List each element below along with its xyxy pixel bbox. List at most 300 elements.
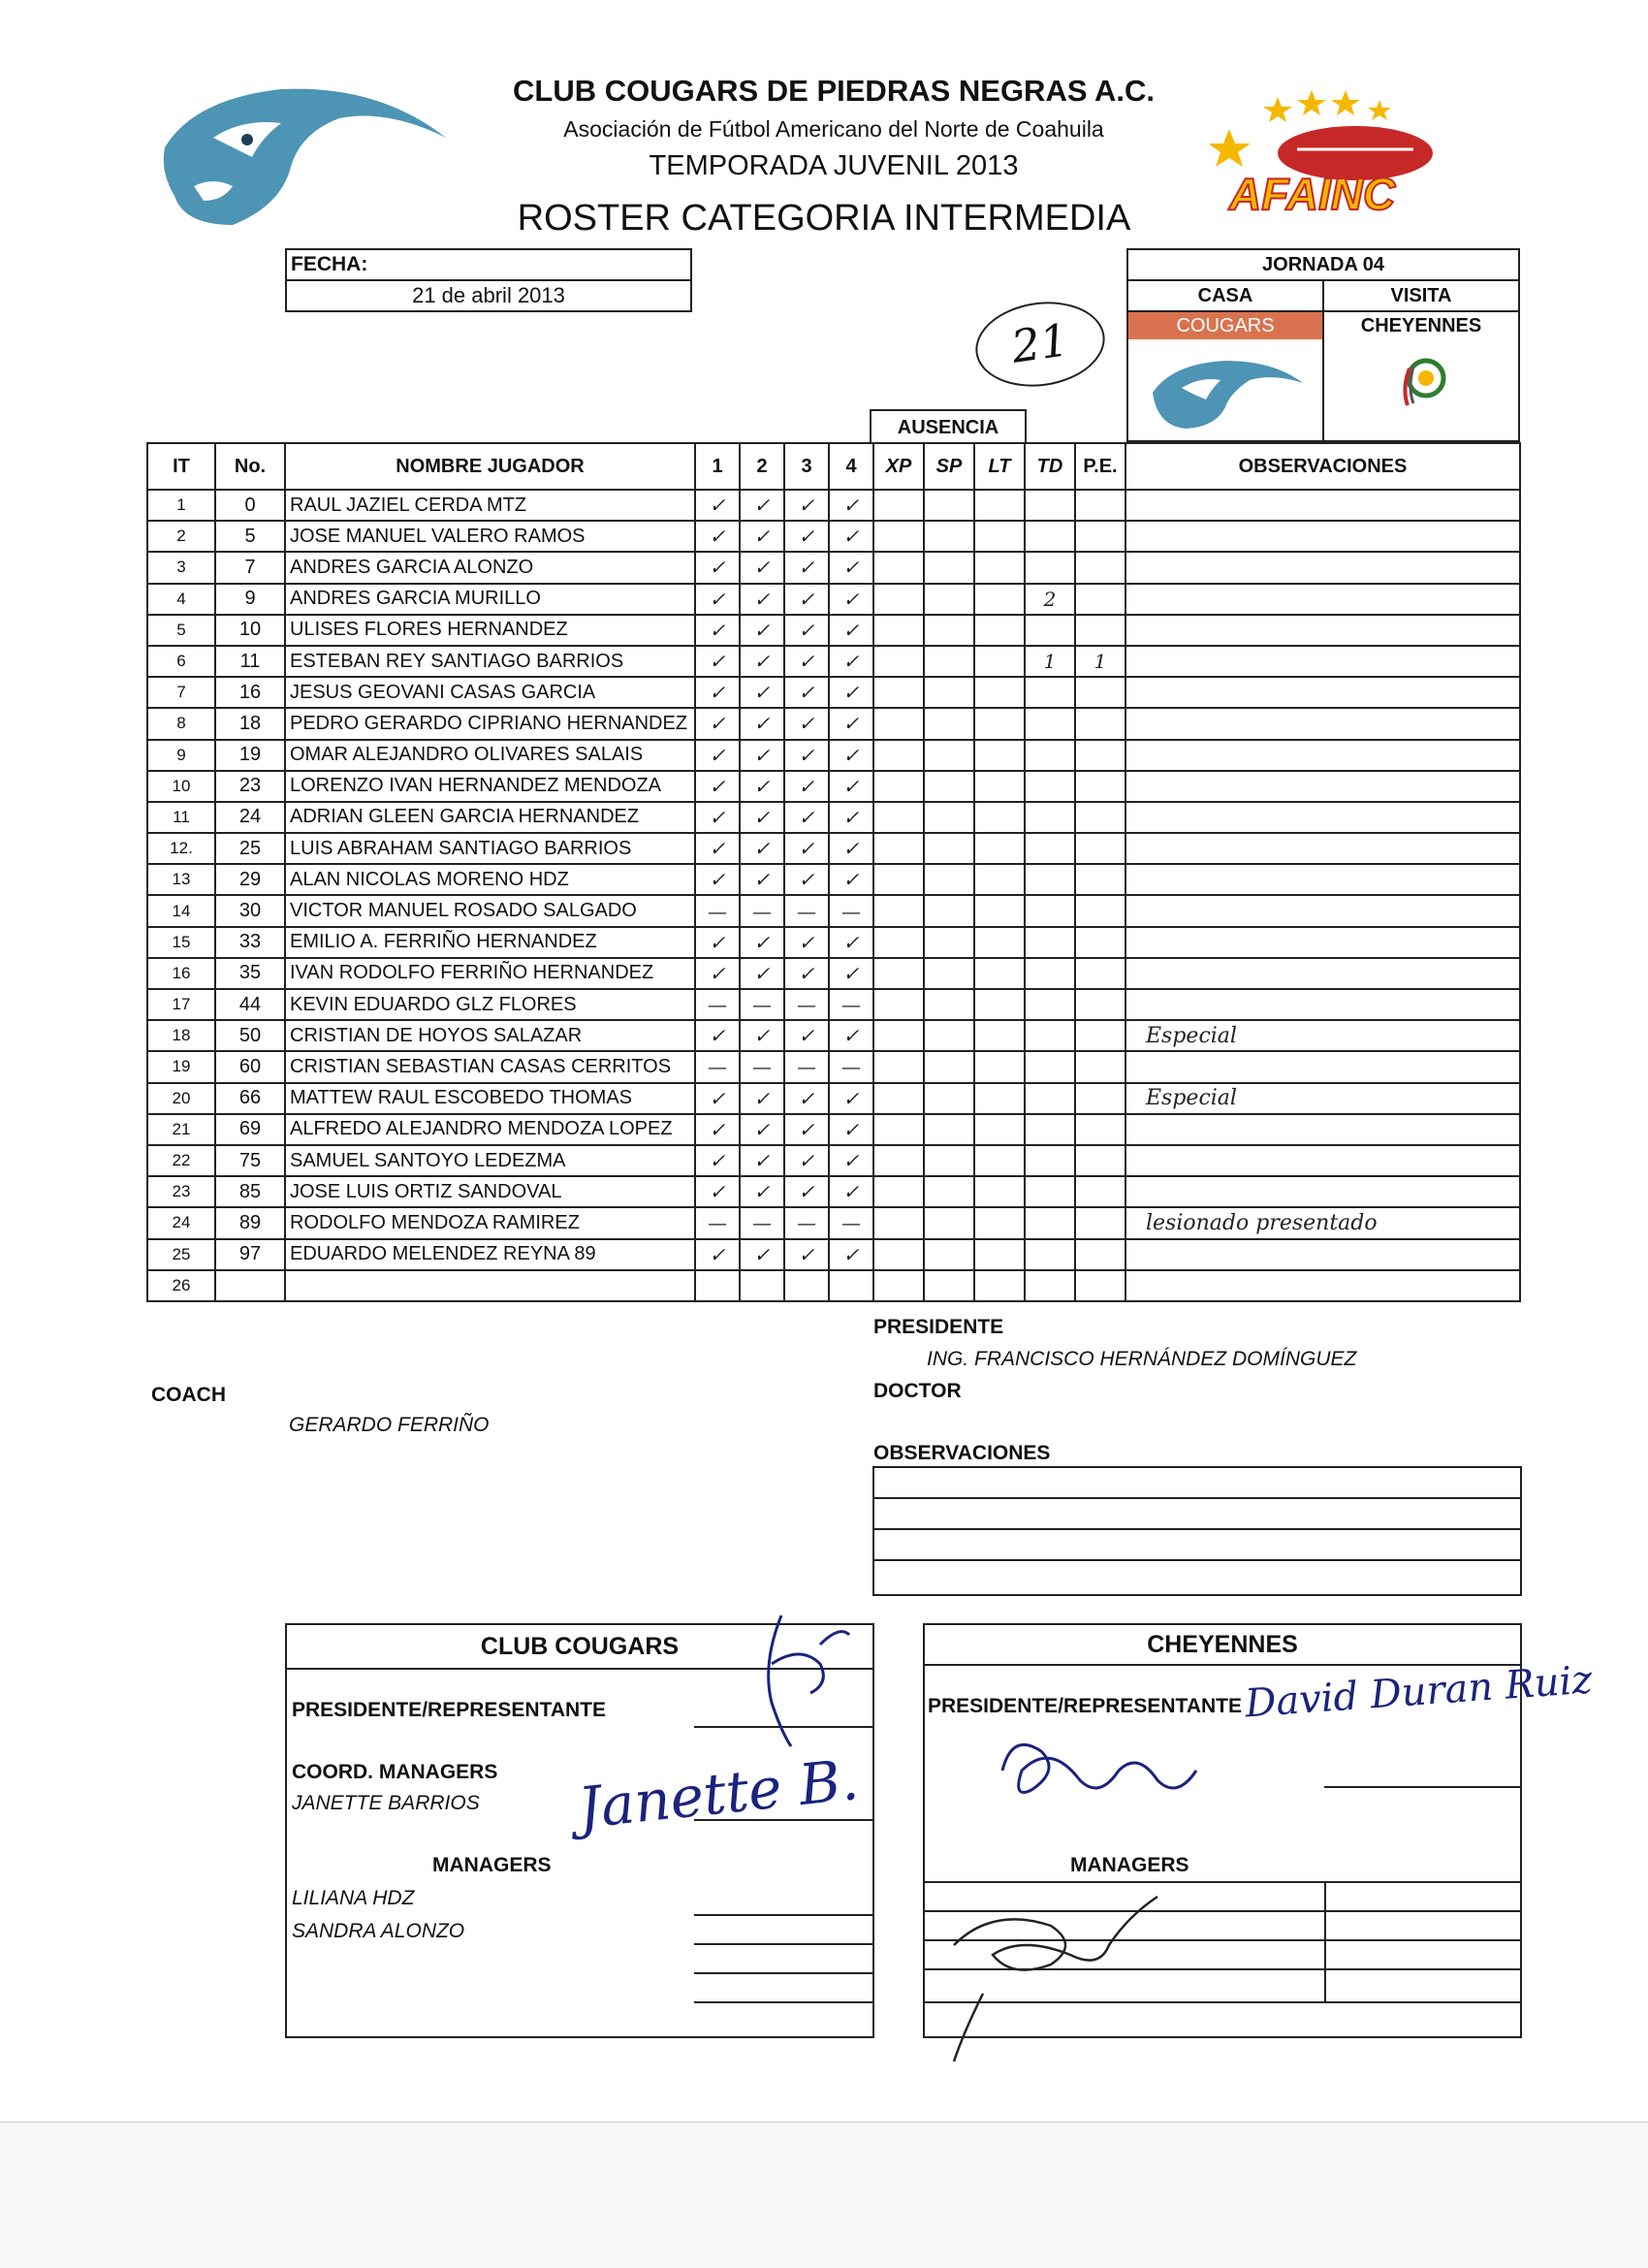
row-observaciones [1125,552,1520,583]
row-quarter-1: ✓ [695,833,740,864]
row-pe [1075,552,1125,583]
row-number: 30 [215,895,285,926]
row-quarter-4 [829,1270,873,1301]
row-it: 13 [147,864,215,895]
row-pe [1075,708,1125,739]
roster-row [147,552,1520,583]
cheyennes-manager-signature [935,1887,1187,2071]
presidente-label: PRESIDENTE [873,1316,1004,1338]
row-observaciones [1125,1239,1520,1270]
row-quarter-4: ✓ [829,677,873,708]
roster-row [147,1051,1520,1082]
row-player-name: ALFREDO ALEJANDRO MENDOZA LOPEZ [285,1114,695,1145]
cougars-signature-box [285,1623,874,2038]
row-quarter-4: ✓ [829,864,873,895]
row-quarter-1: — [695,895,740,926]
row-it: 7 [147,677,215,708]
row-it: 22 [147,1145,215,1176]
row-pe [1075,1176,1125,1207]
row-quarter-4: ✓ [829,1239,873,1270]
row-lt [974,1270,1025,1301]
row-quarter-1: ✓ [695,490,740,521]
scan-border [0,2122,1648,2268]
row-it: 8 [147,708,215,739]
row-td: 1 [1025,646,1075,677]
row-quarter-2: ✓ [740,615,784,646]
row-number: 85 [215,1176,285,1207]
row-player-name [285,1270,695,1301]
row-pe [1075,584,1125,615]
row-lt [974,927,1025,958]
row-it: 21 [147,1114,215,1145]
cheyennes-box-title: CHEYENNES [1147,1631,1298,1658]
row-quarter-4: ✓ [829,646,873,677]
row-observaciones [1125,740,1520,771]
row-it: 16 [147,958,215,989]
row-quarter-4: ✓ [829,490,873,521]
row-player-name: ADRIAN GLEEN GARCIA HERNANDEZ [285,802,695,833]
row-lt [974,677,1025,708]
roster-row [147,740,1520,771]
row-quarter-2: — [740,895,784,926]
row-quarter-2: ✓ [740,552,784,583]
row-quarter-1: ✓ [695,771,740,802]
roster-row [147,490,1520,521]
row-lt [974,615,1025,646]
col-no: No. [215,443,285,490]
row-quarter-1: ✓ [695,615,740,646]
row-pe: 1 [1075,646,1125,677]
row-xp [873,490,924,521]
row-observaciones [1125,802,1520,833]
row-quarter-1: ✓ [695,646,740,677]
row-lt [974,552,1025,583]
roster-row [147,833,1520,864]
row-xp [873,1051,924,1082]
association-subtitle: Asociación de Fútbol Americano del Norte de Coahuila [563,116,1104,142]
row-xp [873,1020,924,1051]
row-number: 0 [215,490,285,521]
row-player-name: ANDRES GARCIA MURILLO [285,584,695,615]
row-it: 15 [147,927,215,958]
row-quarter-4: ✓ [829,1020,873,1051]
row-td [1025,552,1075,583]
row-quarter-1: — [695,1051,740,1082]
row-xp [873,552,924,583]
roster-row [147,615,1520,646]
row-number: 16 [215,677,285,708]
row-observaciones [1125,490,1520,521]
row-observaciones [1125,646,1520,677]
row-xp [873,740,924,771]
row-lt [974,1114,1025,1145]
cougars-manager-2: SANDRA ALONZO [292,1920,465,1942]
row-observaciones [1125,1145,1520,1176]
row-quarter-2: ✓ [740,1114,784,1145]
row-player-name: LORENZO IVAN HERNANDEZ MENDOZA [285,771,695,802]
row-pe [1075,895,1125,926]
row-sp [924,1176,974,1207]
row-player-name: EMILIO A. FERRIÑO HERNANDEZ [285,927,695,958]
row-pe [1075,958,1125,989]
row-number: 97 [215,1239,285,1270]
row-player-name: CRISTIAN SEBASTIAN CASAS CERRITOS [285,1051,695,1082]
afa-logo-text: AFAINC [1229,169,1396,219]
row-td [1025,740,1075,771]
row-quarter-1: ✓ [695,1176,740,1207]
row-pe [1075,615,1125,646]
row-lt [974,1051,1025,1082]
season-title: TEMPORADA JUVENIL 2013 [649,150,1019,181]
row-quarter-2: — [740,1051,784,1082]
roster-row [147,989,1520,1020]
roster-row [147,1239,1520,1270]
row-number: 11 [215,646,285,677]
row-number: 19 [215,740,285,771]
row-sp [924,1051,974,1082]
cheyennes-presidente-signature: David Duran Ruiz [1243,1657,1594,1727]
row-observaciones [1125,521,1520,552]
row-pe [1075,989,1125,1020]
roster-row [147,1020,1520,1051]
col-lt: LT [974,443,1025,490]
row-number: 75 [215,1145,285,1176]
row-sp [924,895,974,926]
circled-number: 21 [970,294,1111,395]
roster-title: ROSTER CATEGORIA INTERMEDIA [517,198,1131,239]
row-sp [924,552,974,583]
row-player-name: JESUS GEOVANI CASAS GARCIA [285,677,695,708]
jornada-label: JORNADA 04 [1128,250,1518,281]
fecha-label: FECHA: [286,249,691,280]
row-observaciones: Especial [1125,1083,1520,1114]
row-xp [873,864,924,895]
col-q3: 3 [784,443,829,490]
row-quarter-4: — [829,989,873,1020]
row-sp [924,1020,974,1051]
roster-row [147,771,1520,802]
row-td [1025,1176,1075,1207]
row-quarter-4: ✓ [829,1114,873,1145]
presidente-name: ING. FRANCISCO HERNÁNDEZ DOMÍNGUEZ [927,1348,1357,1370]
roster-row [147,927,1520,958]
row-td [1025,1051,1075,1082]
row-lt [974,1176,1025,1207]
row-number: 60 [215,1051,285,1082]
row-xp [873,1145,924,1176]
row-quarter-3: ✓ [784,1083,829,1114]
row-sp [924,1083,974,1114]
cougars-coord-label: COORD. MANAGERS [292,1761,498,1783]
row-observaciones [1125,864,1520,895]
row-sp [924,927,974,958]
cheyennes-signature-box [923,1623,1594,2038]
row-lt [974,771,1025,802]
casa-label: CASA [1128,281,1322,312]
roster-row [147,1207,1520,1238]
row-player-name: OMAR ALEJANDRO OLIVARES SALAIS [285,740,695,771]
row-quarter-4: ✓ [829,584,873,615]
col-q1: 1 [695,443,740,490]
col-it: IT [147,443,215,490]
doctor-label: DOCTOR [873,1380,962,1402]
row-observaciones [1125,677,1520,708]
row-it: 12. [147,833,215,864]
row-observaciones [1125,927,1520,958]
row-quarter-4: ✓ [829,552,873,583]
row-player-name: RAUL JAZIEL CERDA MTZ [285,490,695,521]
row-it: 9 [147,740,215,771]
row-quarter-1: — [695,989,740,1020]
row-sp [924,615,974,646]
row-quarter-2: ✓ [740,1020,784,1051]
row-observaciones [1125,833,1520,864]
row-player-name: MATTEW RAUL ESCOBEDO THOMAS [285,1083,695,1114]
row-xp [873,989,924,1020]
row-sp [924,584,974,615]
row-quarter-1: ✓ [695,521,740,552]
row-xp [873,1270,924,1301]
row-number: 24 [215,802,285,833]
row-it: 5 [147,615,215,646]
row-pe [1075,1020,1125,1051]
row-it: 2 [147,521,215,552]
row-player-name: CRISTIAN DE HOYOS SALAZAR [285,1020,695,1051]
row-observaciones [1125,895,1520,926]
row-pe [1075,1207,1125,1238]
row-quarter-4: ✓ [829,708,873,739]
observaciones-lines [872,1466,1522,1596]
row-quarter-1 [695,1270,740,1301]
row-quarter-4: ✓ [829,740,873,771]
row-td [1025,1020,1075,1051]
row-it: 1 [147,490,215,521]
row-lt [974,490,1025,521]
row-player-name: ANDRES GARCIA ALONZO [285,552,695,583]
row-observaciones: Especial [1125,1020,1520,1051]
row-pe [1075,927,1125,958]
row-quarter-2: ✓ [740,864,784,895]
row-lt [974,646,1025,677]
row-quarter-4: ✓ [829,771,873,802]
row-quarter-3: ✓ [784,708,829,739]
visita-label: VISITA [1324,281,1518,312]
row-quarter-3: ✓ [784,1114,829,1145]
roster-row [147,584,1520,615]
row-it: 20 [147,1083,215,1114]
afa-logo [1210,85,1467,221]
row-quarter-1: ✓ [695,552,740,583]
row-sp [924,1207,974,1238]
col-nombre: NOMBRE JUGADOR [285,443,695,490]
row-quarter-4: ✓ [829,833,873,864]
casa-team: COUGARS [1128,312,1322,339]
row-quarter-1: ✓ [695,1145,740,1176]
row-td [1025,521,1075,552]
row-pe [1075,864,1125,895]
row-pe [1075,833,1125,864]
fecha-box [285,248,692,312]
row-observaciones [1125,771,1520,802]
roster-row [147,677,1520,708]
roster-row [147,802,1520,833]
fecha-value: 21 de abril 2013 [286,280,691,311]
row-lt [974,1020,1025,1051]
row-quarter-2: ✓ [740,1145,784,1176]
row-quarter-2: ✓ [740,927,784,958]
row-xp [873,1114,924,1145]
row-number: 44 [215,989,285,1020]
row-observaciones [1125,1176,1520,1207]
row-player-name: ALAN NICOLAS MORENO HDZ [285,864,695,895]
roster-row [147,1083,1520,1114]
row-pe [1075,1270,1125,1301]
row-observaciones [1125,989,1520,1020]
row-xp [873,802,924,833]
row-it: 14 [147,895,215,926]
roster-row [147,708,1520,739]
row-number: 29 [215,864,285,895]
row-quarter-2: — [740,989,784,1020]
row-player-name: PEDRO GERARDO CIPRIANO HERNANDEZ [285,708,695,739]
row-observaciones [1125,958,1520,989]
cougars-coord-name: JANETTE BARRIOS [292,1792,480,1814]
row-quarter-2: ✓ [740,771,784,802]
row-td [1025,927,1075,958]
row-player-name: ESTEBAN REY SANTIAGO BARRIOS [285,646,695,677]
row-quarter-1: ✓ [695,584,740,615]
row-observaciones [1125,584,1520,615]
row-sp [924,771,974,802]
row-quarter-3: ✓ [784,1145,829,1176]
row-sp [924,958,974,989]
row-quarter-2: ✓ [740,677,784,708]
row-it: 26 [147,1270,215,1301]
row-sp [924,677,974,708]
row-quarter-2: ✓ [740,584,784,615]
row-td [1025,1114,1075,1145]
roster-row [147,1114,1520,1145]
row-quarter-1: ✓ [695,927,740,958]
row-lt [974,833,1025,864]
row-pe [1075,521,1125,552]
row-xp [873,958,924,989]
row-quarter-3: ✓ [784,521,829,552]
row-quarter-2: ✓ [740,802,784,833]
row-quarter-4: — [829,1207,873,1238]
row-number: 18 [215,708,285,739]
row-it: 3 [147,552,215,583]
row-td [1025,958,1075,989]
row-pe [1075,740,1125,771]
row-xp [873,615,924,646]
row-td [1025,895,1075,926]
row-sp [924,521,974,552]
row-quarter-3: ✓ [784,833,829,864]
row-number: 66 [215,1083,285,1114]
row-pe [1075,1145,1125,1176]
row-quarter-3: — [784,1051,829,1082]
coach-name: GERARDO FERRIÑO [289,1414,490,1436]
col-q4: 4 [829,443,873,490]
row-td [1025,615,1075,646]
row-pe [1075,677,1125,708]
row-quarter-3: ✓ [784,615,829,646]
row-observaciones [1125,1270,1520,1301]
row-lt [974,708,1025,739]
roster-row [147,1176,1520,1207]
row-sp [924,490,974,521]
roster-row [147,1270,1520,1301]
row-quarter-2: ✓ [740,1083,784,1114]
roster-row [147,895,1520,926]
row-quarter-3: ✓ [784,552,829,583]
row-quarter-1: ✓ [695,677,740,708]
row-player-name: JOSE MANUEL VALERO RAMOS [285,521,695,552]
cheyennes-logo [1324,339,1518,436]
row-pe [1075,802,1125,833]
row-quarter-2: ✓ [740,521,784,552]
row-xp [873,1239,924,1270]
row-quarter-4: ✓ [829,1145,873,1176]
club-title: CLUB COUGARS DE PIEDRAS NEGRAS A.C. [513,74,1155,108]
row-lt [974,521,1025,552]
row-observaciones [1125,708,1520,739]
row-player-name: IVAN RODOLFO FERRIÑO HERNANDEZ [285,958,695,989]
row-sp [924,1145,974,1176]
row-xp [873,584,924,615]
row-player-name: JOSE LUIS ORTIZ SANDOVAL [285,1176,695,1207]
row-quarter-1: ✓ [695,1239,740,1270]
row-quarter-4: ✓ [829,521,873,552]
row-xp [873,1083,924,1114]
row-td [1025,1145,1075,1176]
row-quarter-4: ✓ [829,1083,873,1114]
row-quarter-2: ✓ [740,646,784,677]
row-it: 10 [147,771,215,802]
row-td [1025,864,1075,895]
row-lt [974,802,1025,833]
row-pe [1075,1239,1125,1270]
row-quarter-4: ✓ [829,927,873,958]
row-td [1025,833,1075,864]
row-quarter-2: ✓ [740,708,784,739]
row-observaciones [1125,1051,1520,1082]
row-quarter-1: ✓ [695,958,740,989]
row-xp [873,677,924,708]
row-it: 17 [147,989,215,1020]
row-player-name: KEVIN EDUARDO GLZ FLORES [285,989,695,1020]
row-number: 33 [215,927,285,958]
col-sp: SP [924,443,974,490]
row-sp [924,802,974,833]
col-pe: P.E. [1075,443,1125,490]
row-player-name: EDUARDO MELENDEZ REYNA 89 [285,1239,695,1270]
row-quarter-3: ✓ [784,927,829,958]
roster-header-row [147,443,1520,490]
row-pe [1075,1051,1125,1082]
row-td [1025,490,1075,521]
row-quarter-4: ✓ [829,958,873,989]
row-xp [873,708,924,739]
row-number: 69 [215,1114,285,1145]
cougars-presidente-signature-mark [752,1606,869,1751]
row-xp [873,521,924,552]
row-quarter-1: — [695,1207,740,1238]
row-quarter-2: ✓ [740,1239,784,1270]
row-td: 2 [1025,584,1075,615]
row-quarter-3: ✓ [784,1020,829,1051]
